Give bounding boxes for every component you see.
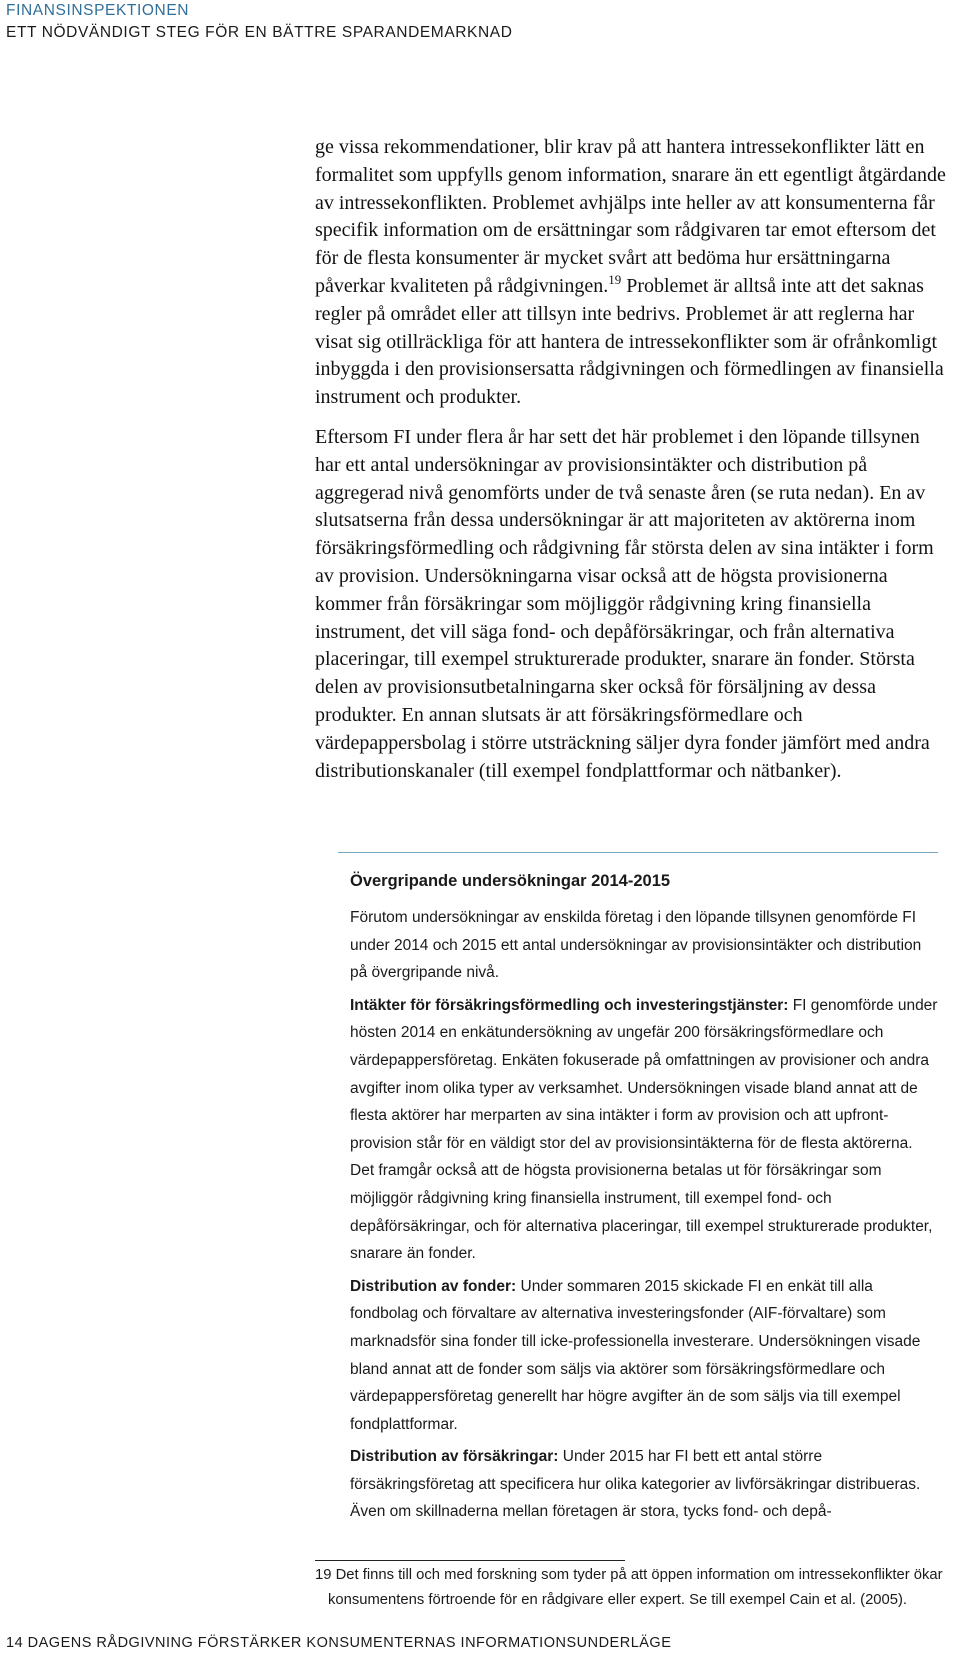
page-footer: 14 DAGENS RÅDGIVNING FÖRSTÄRKER KONSUMENTERNAS INFORMATIONSUNDERLÄGE xyxy=(6,1635,672,1651)
footnote-reference: 19 xyxy=(608,271,622,287)
fact-box-item-funds-text: Under sommaren 2015 skickade FI en enkät till alla fondbolag och förvaltare av alternativa investeringsfonder (AIF-förvaltare) som marknadsför sina fonder till icke-professionella investerare. Undersökningen visade bland annat att de fonder som säljs via aktörer som försäkringsförmedlare och värdepappersföretag generellt har högre avgifter än de som säljs via till exempel fondplattformar. xyxy=(350,1277,921,1433)
footnote xyxy=(315,1563,955,1613)
main-text xyxy=(315,134,947,797)
footnote-line-2: konsumentens förtroende för en rådgivare eller expert. Se till exempel Cain et al. (2005). xyxy=(328,1592,908,1608)
footnote-line-1: 19 Det finns till och med forskning som tyder på att öppen information om intressekonflikter ökar xyxy=(315,1567,943,1583)
box-top-rule xyxy=(338,852,938,853)
page-header xyxy=(6,0,513,44)
organization-name: FINANSINSPEKTIONEN xyxy=(6,2,190,19)
paragraph-2: Eftersom FI under flera år har sett det här problemet i den löpande tillsynen har ett antal undersökningar av provisionsintäkter och distribution på aggregerad nivå genomförts under de två senaste åren (se ruta nedan). En av slutsatserna från dessa undersökningar är att majoriteten av aktörerna inom försäkringsförmedling och rådgivning får största delen av sina intäkter i form av provision. Undersökningarna visar också att de högsta provisionerna kommer från försäkringar som möjliggör rådgivning kring finansiella instrument, det vill säga fond- och depåförsäkringar, och från alternativa placeringar, till exempel strukturerade produkter, snarare än fonder. Största delen av provisionsutbetalningarna sker också för försäljning av dessa produkter. En annan slutsats är att försäkringsförmedlare och värdepappersbolag i större utsträckning säljer dyra fonder jämfört med andra distributionskanaler (till exempel fondplattformar och nätbanker). xyxy=(315,425,934,782)
fact-box-heading: Övergripande undersökningar 2014-2015 xyxy=(350,872,671,890)
fact-box-item-income-label: Intäkter för försäkringsförmedling och investeringstjänster: xyxy=(350,996,789,1014)
fact-box-intro: Förutom undersökningar av enskilda företag i den löpande tillsynen genomförde FI under 2014 och 2015 ett antal undersökningar av provisionsintäkter och distribution på övergripande nivå. xyxy=(350,909,922,982)
fact-box-item-income-text: FI genomförde under hösten 2014 en enkätundersökning av ungefär 200 försäkringsförmedlare och värdepappersföretag. Enkäten fokuserade på omfattningen av provisioner och andra avgifter inom olika typer av verksamhet. Undersökningen visade bland annat att de flesta aktörer har merparten av sina intäkter i form av provision och att upfront-provision står för en väldigt stor del av provisionsintäkterna för de flesta aktörerna. Det framgår också att de högsta provisionerna betalas ut för försäkringar som möjliggör rådgivning kring finansiella instrument, till exempel fond- och depåförsäkringar, och för alternativa placeringar, till exempel strukturerade produkter, snarare än fonder. xyxy=(350,996,938,1263)
paragraph-1-part-a: ge vissa rekommendationer, blir krav på att hantera intressekonflikter lätt en formalitet som uppfylls genom information, snarare än ett egentligt åtgärdande av intressekonflikten. Problemet avhjälps inte heller av att konsumenterna får specifik information om de ersättningar som rådgivaren tar emot eftersom det för de flesta konsumenter är mycket svårt att bedöma hur ersättningarna påverkar kvaliteten på rådgivningen. xyxy=(315,136,946,297)
fact-box xyxy=(350,870,940,1531)
document-title: ETT NÖDVÄNDIGT STEG FÖR EN BÄTTRE SPARANDEMARKNAD xyxy=(6,24,513,41)
fact-box-item-funds xyxy=(350,1273,940,1439)
fact-box-item-income xyxy=(350,992,940,1268)
fact-box-item-insurance xyxy=(350,1443,940,1526)
footnote-rule xyxy=(315,1560,625,1561)
paragraph-1 xyxy=(315,134,947,412)
fact-box-item-insurance-text: Under 2015 har FI bett ett antal större försäkringsföretag att specificera hur olika kategorier av livförsäkringar distribueras. Även om skillnaderna mellan företagen är stora, tycks fond- och depå- xyxy=(350,1448,921,1521)
fact-box-item-funds-label: Distribution av fonder: xyxy=(350,1277,517,1295)
fact-box-item-insurance-label: Distribution av försäkringar: xyxy=(350,1448,559,1466)
paragraph-1-part-b: Problemet är alltså inte att det saknas regler på området eller att tillsyn inte bedrivs. Problemet är att reglerna har visat sig otillräckliga för att hantera de intressekonflikter som är ofrånkomligt inbyggda i den provisionsersatta rådgivningen och förmedlingen av finansiella instrument och produkter. xyxy=(315,274,944,409)
